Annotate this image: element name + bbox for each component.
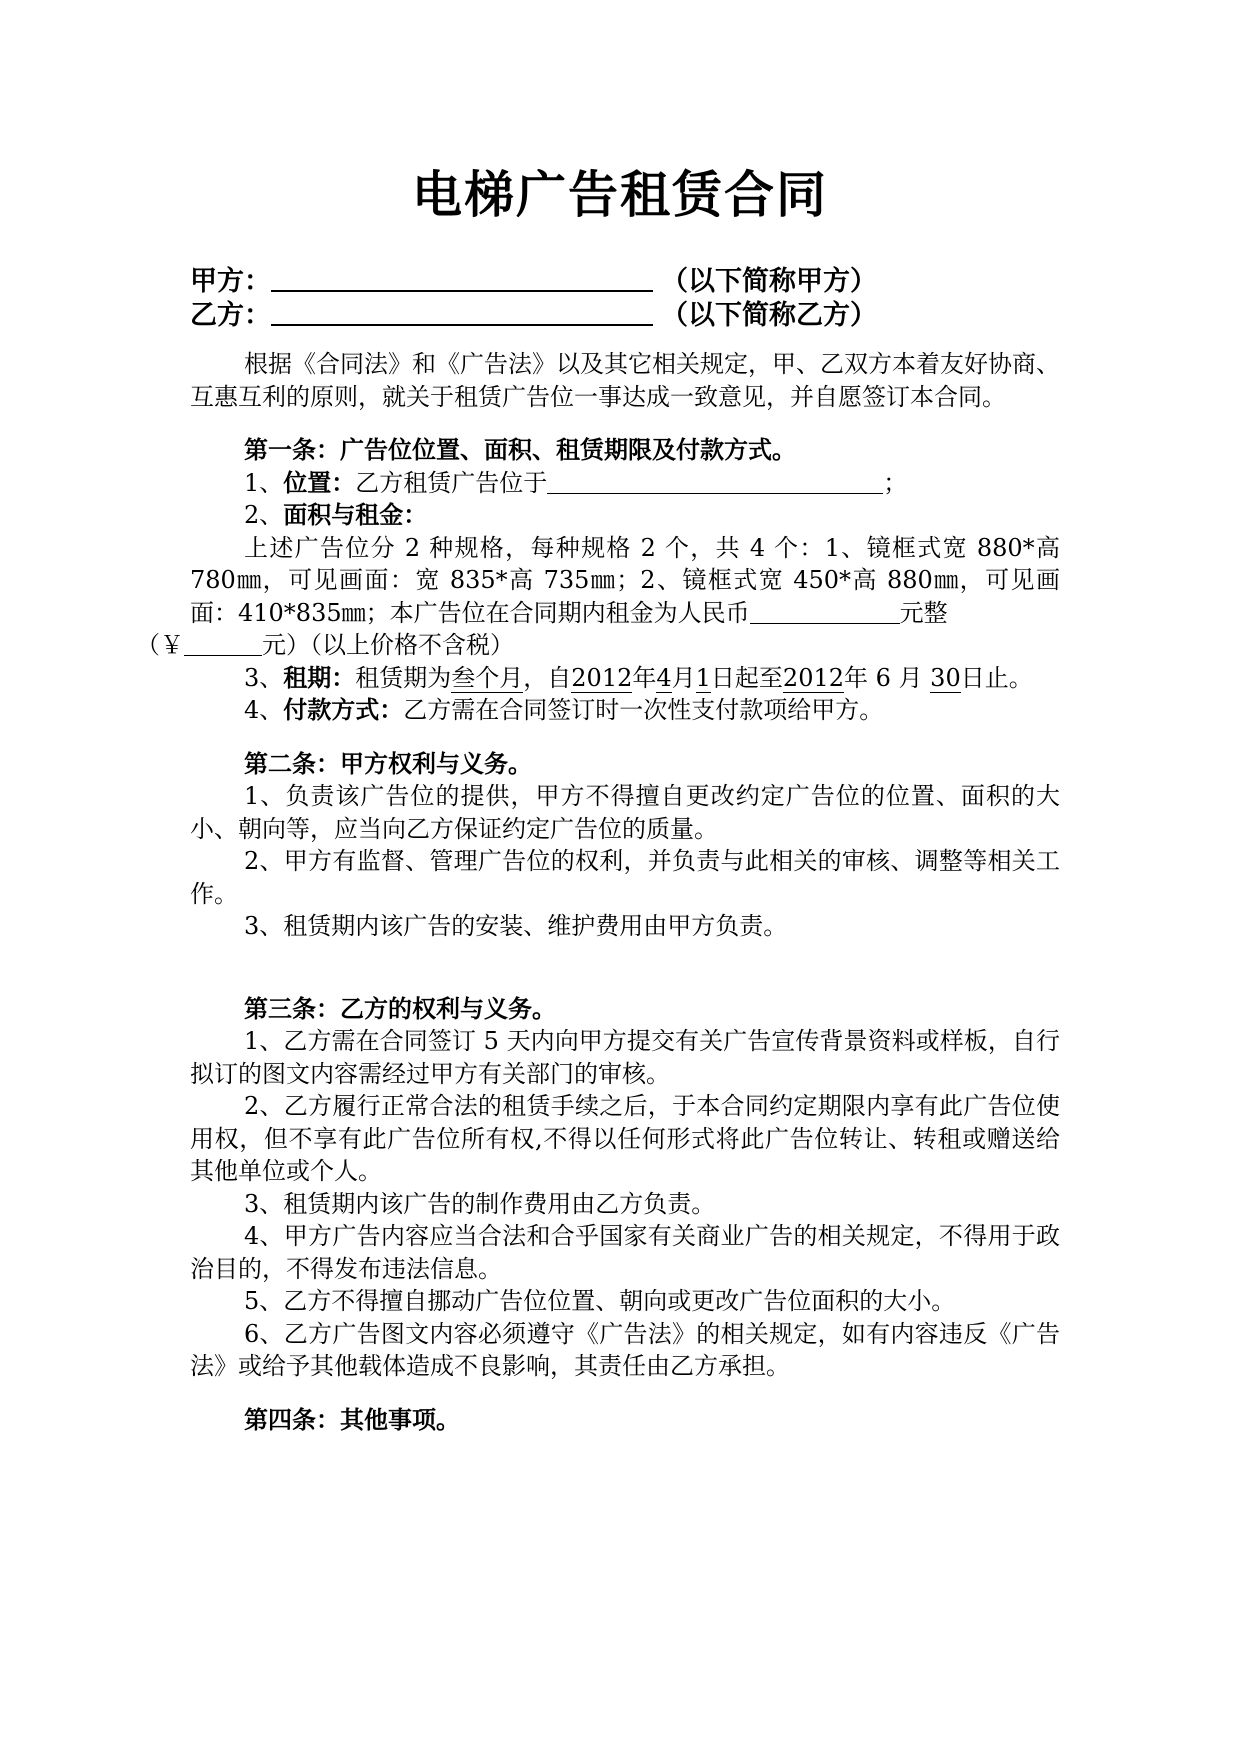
party-b-label: 乙方： [190, 300, 271, 331]
article3-heading: 第三条：乙方的权利与义务。 [244, 994, 556, 1023]
party-a-suffix: （以下简称甲方） [661, 266, 877, 297]
location-blank [547, 469, 883, 494]
article2-item-2: 2、甲方有监督、管理广告位的权利，并负责与此相关的审核、调整等相关工作。 [190, 847, 1060, 908]
article2-heading: 第二条：甲方权利与义务。 [244, 749, 532, 778]
article3-item-1: 1、乙方需在合同签订 5 天内向甲方提交有关广告宣传背景资料或样板，自行拟订的图文内容需经过甲方有关部门的审核。 [190, 1027, 1060, 1088]
article1-item4: 4、付款方式：乙方需在合同签订时一次性支付款项给甲方。 [244, 696, 884, 724]
rent-number-blank [184, 631, 262, 656]
article1-item3: 3、租期：租赁期为叁个月，自2012年4月1日起至2012年 6 月 30日止。 [244, 663, 1033, 692]
article2-item-1: 1、负责该广告位的提供，甲方不得擅自更改约定广告位的位置、面积的大小、朝向等，应当向乙方保证约定广告位的质量。 [190, 782, 1060, 843]
article1-item2: 上述广告位分 2 种规格，每种规格 2 个，共 4 个：1、镜框式宽 880*高 780㎜，可见画面：宽 835*高 735㎜；2、镜框式宽 450*高 880㎜，可见画面：410*835㎜；本广告位在合同期内租金为人民币 元整 （￥ 元）（以上价格不含税） [136, 533, 1060, 659]
party-b-line [190, 296, 877, 332]
rent-amount-blank [750, 599, 900, 624]
article1-item1: 1、位置：乙方租赁广告位于 ； [244, 468, 908, 497]
article1-item2-label: 2、面积与租金： [244, 501, 428, 529]
article2-item-3: 3、租赁期内该广告的安装、维护费用由甲方负责。 [244, 912, 788, 940]
intro-paragraph: 根据《合同法》和《广告法》以及其它相关规定，甲、乙双方本着友好协商、互惠互利的原则，就关于租赁广告位一事达成一致意见，并自愿签订本合同。 [190, 350, 1060, 411]
party-a-blank [271, 262, 653, 292]
article1-heading: 第一条：广告位位置、面积、租赁期限及付款方式。 [244, 436, 796, 464]
article4-heading: 第四条：其他事项。 [244, 1405, 460, 1434]
contract-body [136, 348, 1060, 1436]
document-title: 电梯广告租赁合同 [412, 166, 828, 224]
article3-item-2: 2、乙方履行正常合法的租赁手续之后，于本合同约定期限内享有此广告位使用权，但不享有此广告位所有权,不得以任何形式将此广告位转让、转租或赠送给其他单位或个人。 [190, 1092, 1060, 1185]
article3-item-6: 6、乙方广告图文内容必须遵守《广告法》的相关规定，如有内容违反《广告法》或给予其他载体造成不良影响，其责任由乙方承担。 [190, 1319, 1060, 1380]
article3-item-4: 4、甲方广告内容应当合法和合乎国家有关商业广告的相关规定，不得用于政治目的，不得发布违法信息。 [190, 1222, 1060, 1283]
party-b-blank [271, 296, 653, 326]
party-a-label: 甲方： [190, 266, 271, 297]
party-b-suffix: （以下简称乙方） [661, 300, 877, 331]
article3-item-5: 5、乙方不得擅自挪动广告位位置、朝向或更改广告位面积的大小。 [244, 1287, 956, 1315]
party-a-line [190, 262, 877, 298]
article3-item-3: 3、租赁期内该广告的制作费用由乙方负责。 [244, 1189, 716, 1218]
